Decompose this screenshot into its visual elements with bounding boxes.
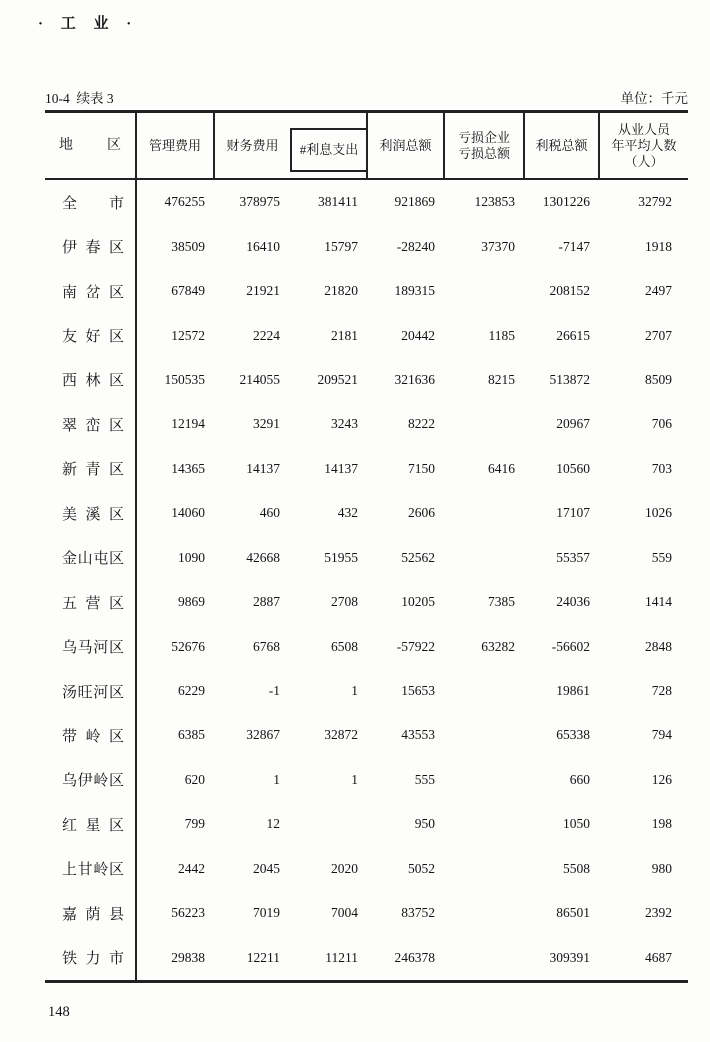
value-cell: 703 — [651, 460, 672, 476]
value-cell: 2707 — [645, 327, 672, 343]
value-cell: 21820 — [324, 283, 358, 299]
value-cell: 309391 — [549, 949, 590, 965]
value-cell: 56223 — [171, 905, 205, 921]
value-cell: 1414 — [645, 594, 672, 610]
header-profit-and-tax: 利税总额 — [525, 113, 600, 178]
region-name: 乌伊岭区 — [62, 773, 124, 790]
table-row — [45, 713, 688, 757]
table-row — [45, 891, 688, 935]
region-cell — [45, 713, 137, 757]
region-name: 带岭区 — [62, 728, 124, 745]
region-name: 上甘岭区 — [62, 862, 124, 879]
value-cell: 706 — [651, 416, 672, 432]
value-cell: 6508 — [331, 638, 358, 654]
section-mark: · 工 业 · — [38, 16, 139, 32]
region-cell — [45, 358, 137, 402]
region-cell — [45, 491, 137, 535]
value-cell: 3243 — [331, 416, 358, 432]
value-cell: -56602 — [551, 638, 590, 654]
table-row — [45, 358, 688, 402]
value-cell: 950 — [414, 816, 435, 832]
value-cell: 1026 — [645, 505, 672, 521]
value-cell — [445, 402, 525, 446]
value-cell — [445, 935, 525, 979]
table-row — [45, 580, 688, 624]
value-cell: 6229 — [178, 683, 205, 699]
value-cell: 21921 — [246, 283, 280, 299]
header-financial-expense: 财务费用 — [226, 137, 279, 153]
value-cell: 7019 — [253, 905, 280, 921]
region-cell — [45, 580, 137, 624]
value-cell: 10205 — [401, 594, 435, 610]
value-cell: 32872 — [324, 727, 358, 743]
region-cell — [45, 180, 137, 224]
value-cell: 15653 — [401, 683, 435, 699]
value-cell: 67849 — [171, 283, 205, 299]
value-cell: 660 — [569, 771, 590, 787]
value-cell: 29838 — [171, 949, 205, 965]
value-cell: 86501 — [556, 905, 590, 921]
region-cell — [45, 669, 137, 713]
value-cell: 126 — [651, 771, 672, 787]
value-cell: 32867 — [246, 727, 280, 743]
region-name: 五营区 — [62, 595, 124, 612]
value-cell: 19861 — [556, 683, 590, 699]
region-name: 新青区 — [62, 462, 124, 479]
value-cell — [445, 669, 525, 713]
value-cell: 38509 — [171, 238, 205, 254]
value-cell: 52562 — [401, 549, 435, 565]
region-name: 全市 — [62, 195, 124, 212]
value-cell: 214055 — [239, 371, 280, 387]
value-cell: 2442 — [178, 860, 205, 876]
value-cell: 799 — [184, 816, 205, 832]
value-cell: 460 — [259, 505, 280, 521]
value-cell: 51955 — [324, 549, 358, 565]
value-cell: 432 — [337, 505, 358, 521]
value-cell: 14137 — [246, 460, 280, 476]
value-cell: 2708 — [331, 594, 358, 610]
table-row — [45, 491, 688, 535]
value-cell: 8215 — [488, 371, 515, 387]
table-row — [45, 180, 688, 224]
region-name: 嘉荫县 — [62, 906, 124, 923]
region-cell — [45, 935, 137, 979]
value-cell: 8222 — [408, 416, 435, 432]
value-cell — [445, 713, 525, 757]
region-cell — [45, 313, 137, 357]
table-row — [45, 269, 688, 313]
value-cell: 14137 — [324, 460, 358, 476]
value-cell: 42668 — [246, 549, 280, 565]
value-cell: 381411 — [318, 194, 358, 210]
table-row — [45, 847, 688, 891]
value-cell: 12 — [266, 816, 280, 832]
value-cell: 11211 — [325, 949, 358, 965]
value-cell: 321636 — [394, 371, 435, 387]
value-cell: 555 — [414, 771, 435, 787]
value-cell — [445, 891, 525, 935]
value-cell: 4687 — [645, 949, 672, 965]
table-row — [45, 224, 688, 268]
value-cell: 15797 — [324, 238, 358, 254]
value-cell: 620 — [184, 771, 205, 787]
value-cell: 20442 — [401, 327, 435, 343]
value-cell: 12194 — [171, 416, 205, 432]
value-cell: 980 — [651, 860, 672, 876]
value-cell: 63282 — [481, 638, 515, 654]
value-cell: 12572 — [171, 327, 205, 343]
value-cell: 3291 — [253, 416, 280, 432]
table-meta-row — [45, 87, 688, 107]
table-row — [45, 402, 688, 446]
value-cell: 26615 — [556, 327, 590, 343]
header-region: 地区 — [45, 113, 137, 178]
region-name: 铁力市 — [62, 951, 124, 968]
header-loss-of-loss-enterprises: 亏损企业 亏损总额 — [445, 113, 525, 178]
header-interest-expense — [290, 113, 368, 178]
value-cell: 43553 — [401, 727, 435, 743]
region-name: 汤旺河区 — [62, 684, 124, 701]
header-management-expense: 管理费用 — [137, 113, 215, 178]
value-cell: 2848 — [645, 638, 672, 654]
value-cell: 5052 — [408, 860, 435, 876]
value-cell: 52676 — [171, 638, 205, 654]
value-cell: 1301226 — [542, 194, 590, 210]
header-total-profit: 利润总额 — [368, 113, 445, 178]
region-cell — [45, 536, 137, 580]
value-cell: 7004 — [331, 905, 358, 921]
value-cell: 209521 — [317, 371, 358, 387]
value-cell: 14365 — [171, 460, 205, 476]
value-cell — [445, 491, 525, 535]
value-cell: 246378 — [394, 949, 435, 965]
value-cell: 2606 — [408, 505, 435, 521]
region-name: 西林区 — [62, 373, 124, 390]
table-row — [45, 447, 688, 491]
header-average-employees: 从业人员 年平均人数 （人） — [611, 121, 677, 169]
value-cell: 7385 — [488, 594, 515, 610]
value-cell: 12211 — [246, 949, 280, 965]
region-name: 美溪区 — [62, 506, 124, 523]
value-cell: -57922 — [396, 638, 435, 654]
value-cell: 1918 — [645, 238, 672, 254]
value-cell: 10560 — [556, 460, 590, 476]
table-row — [45, 536, 688, 580]
value-cell: 2045 — [253, 860, 280, 876]
value-cell: 794 — [651, 727, 672, 743]
value-cell: 6768 — [253, 638, 280, 654]
unit-label: 单位：千元 — [620, 91, 688, 106]
value-cell: 1 — [273, 771, 280, 787]
value-cell — [445, 758, 525, 802]
value-cell: 32792 — [638, 194, 672, 210]
value-cell: 189315 — [394, 283, 435, 299]
table-row — [45, 313, 688, 357]
value-cell: -7147 — [558, 238, 590, 254]
region-cell — [45, 447, 137, 491]
value-cell: 921869 — [394, 194, 435, 210]
region-cell — [45, 758, 137, 802]
value-cell — [445, 847, 525, 891]
value-cell: 208152 — [549, 283, 590, 299]
region-cell — [45, 269, 137, 313]
region-name: 友好区 — [62, 329, 124, 346]
value-cell: 2181 — [331, 327, 358, 343]
region-cell — [45, 847, 137, 891]
region-cell — [45, 802, 137, 846]
region-cell — [45, 224, 137, 268]
value-cell: -1 — [268, 683, 280, 699]
value-cell: 2224 — [253, 327, 280, 343]
value-cell: 2497 — [645, 283, 672, 299]
region-cell — [45, 891, 137, 935]
page-number: 148 — [48, 1004, 70, 1020]
region-name: 乌马河区 — [62, 640, 124, 657]
value-cell: 513872 — [549, 371, 590, 387]
value-cell: 2887 — [253, 594, 280, 610]
value-cell: 7150 — [408, 460, 435, 476]
value-cell: 123853 — [474, 194, 515, 210]
value-cell — [445, 802, 525, 846]
value-cell: 5508 — [563, 860, 590, 876]
value-cell: 728 — [651, 683, 672, 699]
value-cell — [445, 269, 525, 313]
value-cell: 2392 — [645, 905, 672, 921]
value-cell — [445, 536, 525, 580]
value-cell: 1090 — [178, 549, 205, 565]
region-name: 伊春区 — [62, 240, 124, 257]
value-cell: 6416 — [488, 460, 515, 476]
table-number-label: 10-4 续表 3 — [45, 91, 114, 106]
value-cell: 65338 — [556, 727, 590, 743]
value-cell: 83752 — [401, 905, 435, 921]
table-row — [45, 669, 688, 713]
table-row — [45, 935, 688, 979]
statistics-table — [45, 110, 688, 983]
value-cell: 1050 — [563, 816, 590, 832]
value-cell: 378975 — [239, 194, 280, 210]
value-cell: 559 — [651, 549, 672, 565]
value-cell: 24036 — [556, 594, 590, 610]
table-body — [45, 180, 688, 980]
region-name: 金山屯区 — [62, 551, 124, 568]
value-cell: 1185 — [488, 327, 515, 343]
value-cell: 476255 — [164, 194, 205, 210]
value-cell: -28240 — [396, 238, 435, 254]
interest-expense-box: #利息支出 — [290, 128, 366, 172]
region-name: 南岔区 — [62, 284, 124, 301]
region-name: 翠峦区 — [62, 417, 124, 434]
value-cell — [290, 802, 368, 846]
value-cell: 150535 — [164, 371, 205, 387]
value-cell: 8509 — [645, 371, 672, 387]
table-row — [45, 758, 688, 802]
value-cell: 9869 — [178, 594, 205, 610]
value-cell: 14060 — [171, 505, 205, 521]
region-cell — [45, 402, 137, 446]
table-header-row — [45, 113, 688, 180]
region-cell — [45, 624, 137, 668]
table-row — [45, 624, 688, 668]
region-name: 红星区 — [62, 817, 124, 834]
value-cell: 2020 — [331, 860, 358, 876]
value-cell: 37370 — [481, 238, 515, 254]
value-cell: 6385 — [178, 727, 205, 743]
value-cell: 20967 — [556, 416, 590, 432]
value-cell: 16410 — [246, 238, 280, 254]
table-row — [45, 802, 688, 846]
value-cell: 1 — [351, 771, 358, 787]
value-cell: 198 — [651, 816, 672, 832]
value-cell: 17107 — [556, 505, 590, 521]
value-cell: 1 — [351, 683, 358, 699]
value-cell: 55357 — [556, 549, 590, 565]
